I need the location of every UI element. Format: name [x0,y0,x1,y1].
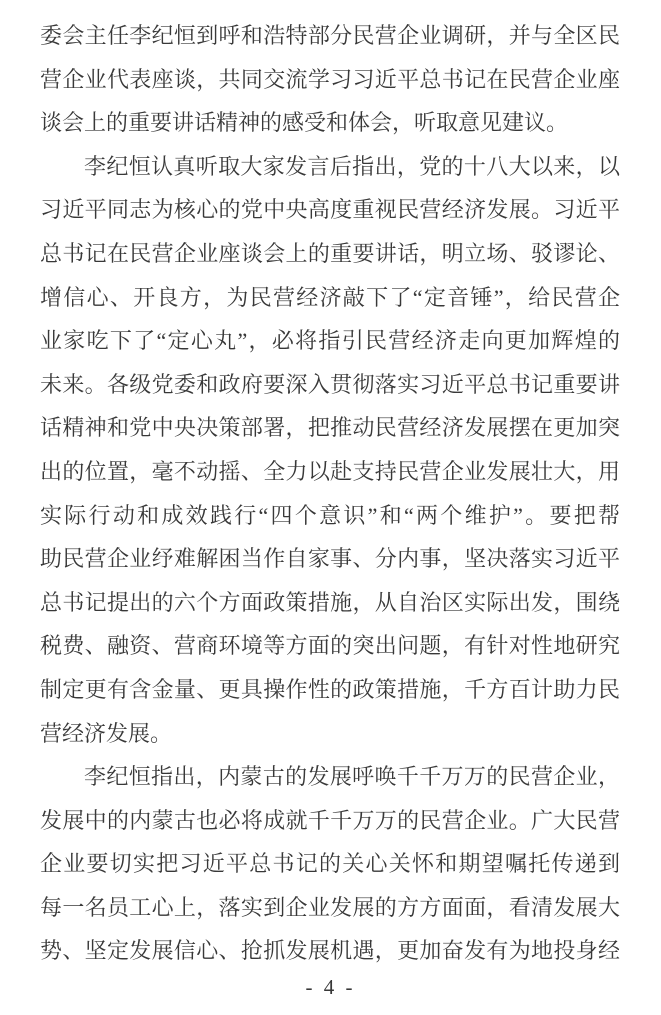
text-line: 税费、融资、营商环境等方面的突出问题，有针对性地研究 [40,633,620,659]
text-line: 谈会上的重要讲话精神的感受和体会，听取意见建议。 [40,110,569,136]
paragraph [40,14,620,145]
text-line: 未来。各级党委和政府要深入贯彻落实习近平总书记重要讲 [40,371,620,397]
text-line: 习近平同志为核心的党中央高度重视民营经济发展。习近平 [40,197,620,223]
text-line: 助民营企业纾难解困当作自家事、分内事，坚决落实习近平 [40,546,620,572]
text-line: 话精神和党中央决策部署，把推动民营经济发展摆在更加突 [40,415,620,441]
text-line: 李纪恒指出，内蒙古的发展呼唤千千万万的民营企业， [84,764,620,790]
text-line: 制定更有含金量、更具操作性的政策措施，千方百计助力民 [40,676,620,702]
text-line: 委会主任李纪恒到呼和浩特部分民营企业调研，并与全区民 [40,23,620,48]
text-line: 营企业代表座谈，共同交流学习习近平总书记在民营企业座 [40,66,620,92]
text-line: 李纪恒认真听取大家发言后指出，党的十八大以来，以 [84,153,620,179]
text-line: 发展中的内蒙古也必将成就千千万万的民营企业。广大民营 [40,807,620,833]
text-line: 增信心、开良方，为民营经济敲下了“定音锤”，给民营企 [40,284,620,310]
text-line: 总书记提出的六个方面政策措施，从自治区实际出发，围绕 [40,589,620,615]
page-number: - 4 - [305,975,356,999]
text-line: 势、坚定发展信心、抢抓发展机遇，更加奋发有为地投身经 [40,938,620,964]
paragraph [40,755,620,973]
text-line: 企业要切实把习近平总书记的关心关怀和期望嘱托传递到 [40,851,620,877]
text-line: 每一名员工心上，落实到企业发展的方方面面，看清发展大 [40,894,620,920]
text-line: 出的位置，毫不动摇、全力以赴支持民营企业发展壮大，用 [40,458,620,484]
paragraph [40,145,620,755]
text-line: 业家吃下了“定心丸”，必将指引民营经济走向更加辉煌的 [40,328,620,354]
document-body [40,14,620,973]
text-line: 实际行动和成效践行“四个意识”和“两个维护”。要把帮 [40,502,620,528]
text-line: 营经济发展。 [40,720,173,746]
text-line: 总书记在民营企业座谈会上的重要讲话，明立场、驳谬论、 [40,240,620,266]
